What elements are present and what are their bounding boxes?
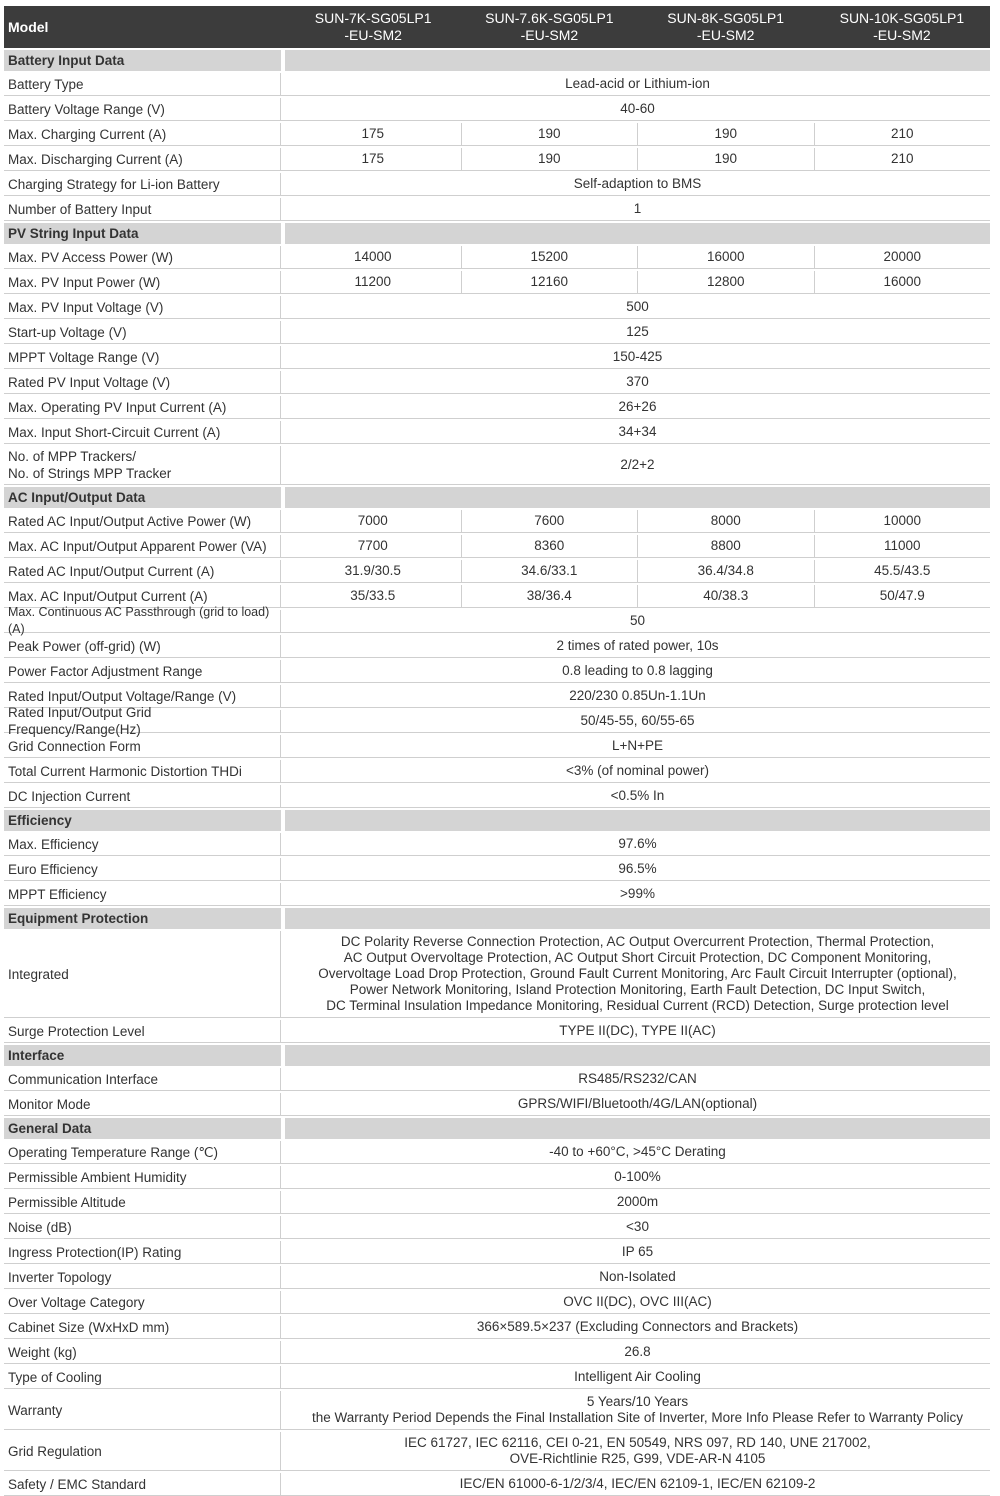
spec-value: IEC/EN 61000-6-1/2/3/4, IEC/EN 62109-1, IEC/EN 62109-2 <box>459 1476 816 1491</box>
spec-label: MPPT Efficiency <box>4 883 281 905</box>
spec-row <box>4 560 990 583</box>
section-title: Interface <box>4 1045 281 1066</box>
spec-label: Grid Regulation <box>4 1432 281 1470</box>
spec-row <box>4 1020 990 1043</box>
spec-row <box>4 446 990 485</box>
spec-row <box>4 173 990 196</box>
spec-values <box>285 1266 990 1288</box>
spec-values <box>285 73 990 95</box>
spec-value: 8800 <box>637 535 814 557</box>
spec-value: 96.5% <box>618 861 657 876</box>
spec-label: No. of MPP Trackers/ No. of Strings MPP Tracker <box>4 446 281 484</box>
spec-label: Communication Interface <box>4 1068 281 1090</box>
section-title: PV String Input Data <box>4 223 281 244</box>
spec-value: RS485/RS232/CAN <box>578 1071 697 1086</box>
spec-value: 40/38.3 <box>637 585 814 607</box>
spec-value: 26.8 <box>624 1344 651 1359</box>
spec-label: Operating Temperature Range (℃) <box>4 1141 281 1163</box>
spec-value: 40-60 <box>620 101 655 116</box>
spec-values <box>285 1341 990 1363</box>
spec-row <box>4 1093 990 1116</box>
spec-label: Noise (dB) <box>4 1216 281 1238</box>
spec-label: Rated Input/Output Voltage/Range (V) <box>4 685 281 707</box>
spec-row <box>4 198 990 221</box>
spec-value: 34.6/33.1 <box>461 560 638 582</box>
spec-row <box>4 931 990 1018</box>
spec-row <box>4 535 990 558</box>
spec-row <box>4 833 990 856</box>
spec-value: 45.5/43.5 <box>814 560 991 582</box>
spec-values <box>285 1316 990 1338</box>
section-header-row <box>4 487 990 508</box>
spec-value: 190 <box>461 123 638 145</box>
spec-value: 190 <box>637 123 814 145</box>
spec-value: Lead-acid or Lithium-ion <box>565 76 710 91</box>
spec-value: 26+26 <box>618 399 657 414</box>
spec-label: Permissible Altitude <box>4 1191 281 1213</box>
spec-value: 14000 <box>353 249 392 264</box>
spec-row <box>4 735 990 758</box>
spec-label: Max. Continuous AC Passthrough (grid to load) (A) <box>4 610 281 632</box>
spec-row <box>4 371 990 394</box>
spec-row <box>4 883 990 906</box>
spec-row <box>4 660 990 683</box>
spec-value: 500 <box>626 299 649 314</box>
spec-values <box>285 50 990 71</box>
spec-values <box>285 1068 990 1090</box>
spec-label: Max. PV Access Power (W) <box>4 246 281 268</box>
spec-value: 35/33.5 <box>350 588 396 603</box>
spec-values <box>285 1141 990 1163</box>
spec-row <box>4 396 990 419</box>
spec-label: Max. Discharging Current (A) <box>4 148 281 170</box>
spec-row <box>4 705 990 737</box>
spec-label: Max. Operating PV Input Current (A) <box>4 396 281 418</box>
spec-row <box>4 123 990 146</box>
section-header-row <box>4 1118 990 1139</box>
spec-row <box>4 1473 990 1496</box>
spec-label: Max. Input Short-Circuit Current (A) <box>4 421 281 443</box>
spec-row <box>4 148 990 171</box>
spec-value: 31.9/30.5 <box>344 563 401 578</box>
spec-value: 50 <box>629 613 646 628</box>
spec-label: Battery Voltage Range (V) <box>4 98 281 120</box>
section-header-row <box>4 50 990 71</box>
spec-row <box>4 246 990 269</box>
model-columns <box>281 6 990 48</box>
spec-values <box>285 173 990 195</box>
spec-value: 16000 <box>814 271 991 293</box>
spec-value: 10000 <box>814 510 991 532</box>
spec-row <box>4 605 990 636</box>
spec-value: 50/47.9 <box>814 585 991 607</box>
spec-table <box>4 6 990 1496</box>
spec-value: 7600 <box>461 510 638 532</box>
spec-values <box>285 1166 990 1188</box>
spec-row <box>4 1316 990 1339</box>
spec-value: 15200 <box>461 246 638 268</box>
spec-values <box>285 610 990 632</box>
spec-values <box>285 1432 990 1470</box>
spec-value: 0-100% <box>614 1169 661 1184</box>
spec-value: 210 <box>814 123 991 145</box>
spec-row <box>4 98 990 121</box>
spec-values <box>285 371 990 393</box>
spec-row <box>4 1341 990 1364</box>
spec-value: <3% (of nominal power) <box>566 763 709 778</box>
spec-row <box>4 1216 990 1239</box>
section-title: Battery Input Data <box>4 50 281 71</box>
spec-value: OVC II(DC), OVC III(AC) <box>563 1294 712 1309</box>
spec-value: 210 <box>814 148 991 170</box>
spec-label: Euro Efficiency <box>4 858 281 880</box>
spec-value: Intelligent Air Cooling <box>574 1369 701 1384</box>
spec-label: Integrated <box>4 931 281 1017</box>
spec-label: Rated AC Input/Output Current (A) <box>4 560 281 582</box>
spec-value: 220/230 0.85Un-1.1Un <box>569 688 706 703</box>
spec-row <box>4 510 990 533</box>
spec-row <box>4 296 990 319</box>
spec-values <box>285 223 990 244</box>
spec-row <box>4 1391 990 1430</box>
spec-value: <0.5% In <box>610 788 665 803</box>
spec-row <box>4 1366 990 1389</box>
spec-values <box>285 321 990 343</box>
spec-label: Start-up Voltage (V) <box>4 321 281 343</box>
spec-value: GPRS/WIFI/Bluetooth/4G/LAN(optional) <box>517 1096 758 1111</box>
spec-value: 11200 <box>354 274 392 289</box>
spec-values <box>285 685 990 707</box>
spec-values <box>285 1291 990 1313</box>
spec-row <box>4 1141 990 1164</box>
spec-values <box>285 1366 990 1388</box>
spec-row <box>4 760 990 783</box>
model-header-row <box>4 6 990 48</box>
spec-label: Rated AC Input/Output Active Power (W) <box>4 510 281 532</box>
model-name: SUN-7K-SG05LP1 -EU-SM2 <box>314 10 432 43</box>
spec-value: TYPE II(DC), TYPE II(AC) <box>559 1023 716 1038</box>
spec-value: 190 <box>637 148 814 170</box>
spec-values <box>285 1045 990 1066</box>
spec-value: 366×589.5×237 (Excluding Connectors and Brackets) <box>476 1319 799 1334</box>
spec-value: IP 65 <box>621 1244 654 1259</box>
spec-label: Number of Battery Input <box>4 198 281 220</box>
spec-values <box>285 710 990 732</box>
spec-values <box>285 660 990 682</box>
spec-label: Inverter Topology <box>4 1266 281 1288</box>
spec-label: Peak Power (off-grid) (W) <box>4 635 281 657</box>
spec-value: -40 to +60°C, >45°C Derating <box>549 1144 726 1159</box>
spec-values <box>285 148 990 170</box>
section-title: Equipment Protection <box>4 908 281 929</box>
spec-values <box>285 246 990 268</box>
spec-value: 2000m <box>616 1194 659 1209</box>
spec-values <box>285 1118 990 1139</box>
spec-value: 36.4/34.8 <box>637 560 814 582</box>
spec-label: Permissible Ambient Humidity <box>4 1166 281 1188</box>
spec-values <box>285 98 990 120</box>
spec-value: 20000 <box>814 246 991 268</box>
spec-row <box>4 1432 990 1471</box>
spec-value: 38/36.4 <box>461 585 638 607</box>
spec-row <box>4 346 990 369</box>
spec-value: 7700 <box>357 538 388 553</box>
spec-label: Max. PV Input Voltage (V) <box>4 296 281 318</box>
section-header-row <box>4 223 990 244</box>
spec-value: 16000 <box>637 246 814 268</box>
spec-value: 50/45-55, 60/55-65 <box>580 713 695 728</box>
spec-label: Cabinet Size (WxHxD mm) <box>4 1316 281 1338</box>
section-header-row <box>4 908 990 929</box>
spec-value: 5 Years/10 Years the Warranty Period Depends the Final Installation Site of Inverter, More Info Please Refer to Warranty Policy <box>311 1394 964 1425</box>
section-title: General Data <box>4 1118 281 1139</box>
spec-value: 12160 <box>461 271 638 293</box>
spec-row <box>4 1241 990 1264</box>
spec-row <box>4 73 990 96</box>
spec-rows <box>4 50 990 1496</box>
spec-label: Max. AC Input/Output Current (A) <box>4 585 281 607</box>
spec-value: 0.8 leading to 0.8 lagging <box>562 663 713 678</box>
spec-values <box>285 908 990 929</box>
spec-value: 125 <box>626 324 649 339</box>
spec-value: 8360 <box>461 535 638 557</box>
spec-values <box>285 123 990 145</box>
spec-row <box>4 858 990 881</box>
spec-row <box>4 1191 990 1214</box>
spec-values <box>285 1093 990 1115</box>
spec-value: 370 <box>626 374 649 389</box>
spec-values <box>285 785 990 807</box>
spec-label: Safety / EMC Standard <box>4 1473 281 1495</box>
spec-value: 150-425 <box>612 349 663 364</box>
spec-value: 7000 <box>357 513 388 528</box>
spec-value: 2/2+2 <box>620 457 655 472</box>
spec-values <box>285 635 990 657</box>
spec-values <box>285 446 990 484</box>
spec-values <box>285 760 990 782</box>
spec-label: Battery Type <box>4 73 281 95</box>
spec-value: 34+34 <box>618 424 657 439</box>
spec-values <box>285 858 990 880</box>
section-header-row <box>4 810 990 831</box>
spec-label: Max. Charging Current (A) <box>4 123 281 145</box>
spec-row <box>4 785 990 808</box>
spec-label: Total Current Harmonic Distortion THDi <box>4 760 281 782</box>
spec-label: Surge Protection Level <box>4 1020 281 1042</box>
spec-values <box>285 1216 990 1238</box>
spec-value: 1 <box>633 201 642 216</box>
spec-label: Monitor Mode <box>4 1093 281 1115</box>
spec-label: Ingress Protection(IP) Rating <box>4 1241 281 1263</box>
spec-values <box>285 271 990 293</box>
spec-value: >99% <box>620 886 655 901</box>
spec-label: Weight (kg) <box>4 1341 281 1363</box>
spec-label: Max. PV Input Power (W) <box>4 271 281 293</box>
spec-values <box>285 883 990 905</box>
spec-values <box>285 585 990 607</box>
spec-label: MPPT Voltage Range (V) <box>4 346 281 368</box>
spec-values <box>285 833 990 855</box>
spec-values <box>285 396 990 418</box>
spec-row <box>4 635 990 658</box>
spec-value: Non-Isolated <box>599 1269 676 1284</box>
spec-values <box>285 510 990 532</box>
spec-values <box>285 1241 990 1263</box>
section-header-row <box>4 1045 990 1066</box>
spec-values <box>285 560 990 582</box>
spec-values <box>285 535 990 557</box>
model-name: SUN-10K-SG05LP1 -EU-SM2 <box>839 10 965 43</box>
section-title: Efficiency <box>4 810 281 831</box>
spec-label: Charging Strategy for Li-ion Battery <box>4 173 281 195</box>
spec-row <box>4 1291 990 1314</box>
spec-value: 11000 <box>814 535 991 557</box>
spec-values <box>285 931 990 1017</box>
spec-value: L+N+PE <box>611 738 664 753</box>
spec-values <box>285 487 990 508</box>
spec-value: IEC 61727, IEC 62116, CEI 0-21, EN 50549, NRS 097, RD 140, UNE 217002, OVE-Richtlinie R25, G99, VDE-AR-N 4105 <box>404 1435 871 1466</box>
spec-row <box>4 271 990 294</box>
spec-label: Grid Connection Form <box>4 735 281 757</box>
spec-label: Rated Input/Output Grid Frequency/Range(Hz) <box>4 710 281 732</box>
spec-row <box>4 1068 990 1091</box>
spec-label: Over Voltage Category <box>4 1291 281 1313</box>
spec-value: 190 <box>461 148 638 170</box>
spec-label: Power Factor Adjustment Range <box>4 660 281 682</box>
spec-label: Max. Efficiency <box>4 833 281 855</box>
spec-values <box>285 1473 990 1495</box>
spec-values <box>285 735 990 757</box>
spec-label: DC Injection Current <box>4 785 281 807</box>
spec-value: 12800 <box>637 271 814 293</box>
spec-value: 175 <box>361 126 385 141</box>
spec-value: <30 <box>626 1219 649 1234</box>
spec-values <box>285 421 990 443</box>
spec-row <box>4 1166 990 1189</box>
model-name: SUN-7.6K-SG05LP1 -EU-SM2 <box>485 10 614 43</box>
model-name: SUN-8K-SG05LP1 -EU-SM2 <box>667 10 784 43</box>
spec-label: Type of Cooling <box>4 1366 281 1388</box>
spec-values <box>285 1391 990 1429</box>
spec-label: Max. AC Input/Output Apparent Power (VA) <box>4 535 281 557</box>
spec-value: 97.6% <box>618 836 657 851</box>
spec-label: Rated PV Input Voltage (V) <box>4 371 281 393</box>
section-title: AC Input/Output Data <box>4 487 281 508</box>
spec-values <box>285 1191 990 1213</box>
spec-value: 8000 <box>637 510 814 532</box>
spec-value: 175 <box>361 151 385 166</box>
spec-values <box>285 296 990 318</box>
spec-values <box>285 810 990 831</box>
spec-value: Self-adaption to BMS <box>573 176 702 191</box>
spec-values <box>285 198 990 220</box>
spec-row <box>4 421 990 444</box>
model-header-label: Model <box>8 19 49 35</box>
spec-value: 2 times of rated power, 10s <box>556 638 719 653</box>
spec-values <box>285 346 990 368</box>
spec-label: Warranty <box>4 1391 281 1429</box>
spec-row <box>4 1266 990 1289</box>
spec-row <box>4 321 990 344</box>
spec-value: DC Polarity Reverse Connection Protection, AC Output Overcurrent Protection, Thermal Protection, AC Output Overvoltage Protection, AC Output Short Circuit Protection, DC Component Monitoring, Overvoltage Load Drop Protection, Ground Fault Current Monitoring, Arc Fault Circuit Interrupter (optional), Power Network Monitoring, Island Protection Monitoring, Earth Fault Detection, DC Input Switch, DC Terminal Insulation Impedance Monitoring, Residual Current (RCD) Detection, Surge protection level <box>318 934 957 1013</box>
spec-values <box>285 1020 990 1042</box>
